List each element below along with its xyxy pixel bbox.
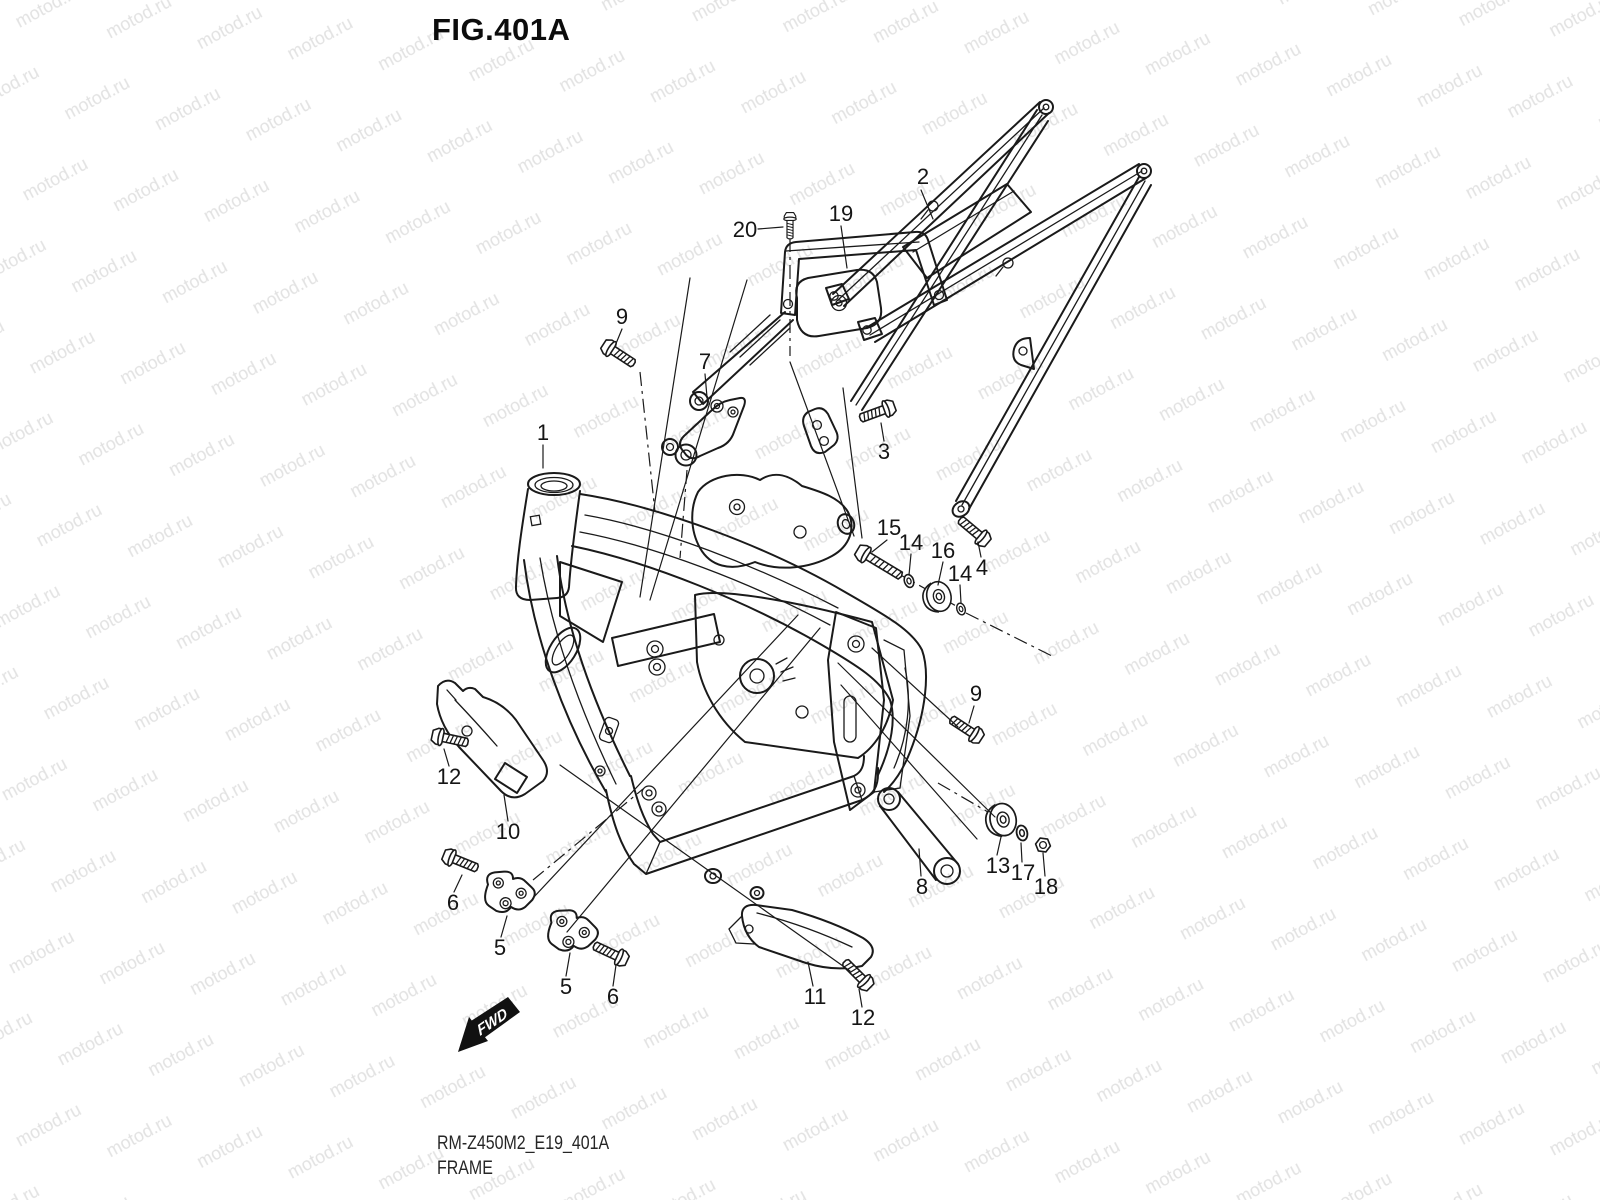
- nut: [1035, 838, 1052, 853]
- part-callout-11: 11: [803, 984, 827, 1009]
- bolt: [857, 398, 897, 427]
- part-callout-14: 14: [947, 561, 973, 586]
- part-callout-12: 12: [850, 1005, 876, 1030]
- part-callout-13: 13: [985, 853, 1011, 878]
- part-callout-15: 15: [876, 515, 902, 540]
- part-callout-20: 20: [732, 217, 758, 242]
- part-callout-18: 18: [1033, 874, 1059, 899]
- bolt: [440, 847, 480, 877]
- part-callout-5: 5: [559, 974, 573, 999]
- bolt: [946, 712, 986, 746]
- cushion-roller: [920, 579, 955, 615]
- figure-name: FRAME: [437, 1158, 493, 1179]
- leader-lines: [444, 190, 1045, 1007]
- washer: [1015, 824, 1029, 841]
- model-code: RM-Z450M2_E19_401A: [437, 1133, 610, 1154]
- part-callout-3: 3: [877, 439, 891, 464]
- axis-line: [938, 783, 988, 812]
- part-callout-5: 5: [493, 935, 507, 960]
- part-callout-8: 8: [915, 874, 929, 899]
- rear-subframe: [803, 100, 1151, 520]
- bolt: [590, 938, 630, 969]
- footer: [437, 1131, 609, 1181]
- part-callout-19: 19: [828, 201, 854, 226]
- bolt: [838, 955, 876, 993]
- frame-body: [516, 473, 929, 899]
- part-callout-12: 12: [436, 764, 462, 789]
- roller-bolt-group: [853, 542, 967, 616]
- figure-title: FIG.401A: [432, 12, 571, 47]
- part-callout-9: 9: [969, 681, 983, 706]
- part-callout-4: 4: [975, 555, 989, 580]
- fwd-arrow: [458, 997, 520, 1052]
- part-callout-10: 10: [495, 819, 521, 844]
- bolt: [599, 337, 639, 371]
- cushion-lever-link: [878, 788, 960, 884]
- axis-line: [640, 372, 655, 512]
- part-callout-14: 14: [898, 530, 924, 555]
- part-callout-9: 9: [615, 304, 629, 329]
- part-callout-17: 17: [1010, 860, 1036, 885]
- bolt: [954, 513, 993, 550]
- part-callout-7: 7: [698, 349, 712, 374]
- cushion-roller: [983, 801, 1019, 839]
- part-callout-6: 6: [606, 984, 620, 1009]
- part-callout-16: 16: [930, 538, 956, 563]
- bolt: [784, 213, 796, 239]
- part-callout-1: 1: [536, 420, 550, 445]
- fwd-label: FWD: [475, 1004, 510, 1040]
- part-callout-6: 6: [446, 890, 460, 915]
- bolt: [430, 727, 469, 751]
- axis-line: [966, 613, 1054, 657]
- engine-mount-bracket: [483, 869, 537, 916]
- axis-line: [533, 789, 643, 880]
- part-callout-2: 2: [916, 164, 930, 189]
